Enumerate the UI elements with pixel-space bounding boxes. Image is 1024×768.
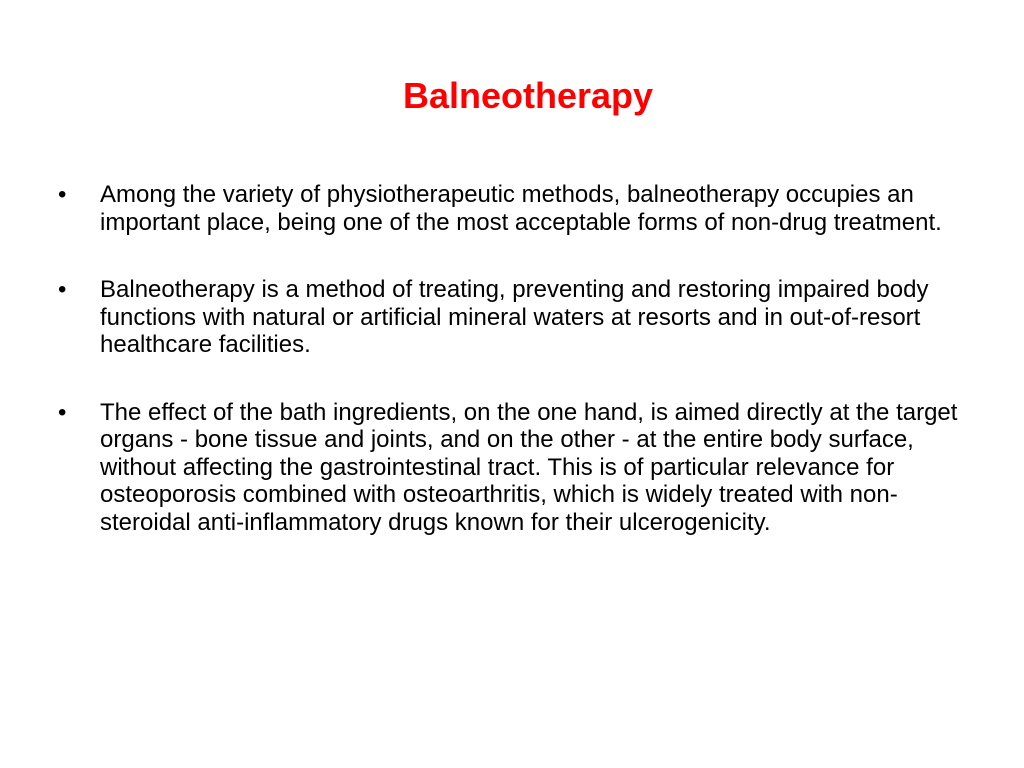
bullet-list bbox=[58, 181, 968, 536]
bullet-item-1 bbox=[58, 181, 968, 236]
slide-title: Balneotherapy bbox=[402, 75, 654, 116]
bullet-item-3 bbox=[58, 399, 968, 537]
bullet-text-1: Among the variety of physiotherapeutic methods, balneotherapy occupies an important place, being one of the most acceptable forms of non-drug treatment. bbox=[100, 181, 942, 236]
bullet-marker-icon: • bbox=[58, 276, 67, 303]
bullet-marker-icon: • bbox=[58, 181, 67, 208]
bullet-text-2: Balneotherapy is a method of treating, preventing and restoring impaired body functions with natural or artificial mineral waters at resorts and in out-of-resort healthcare facilities. bbox=[100, 276, 929, 358]
bullet-marker-icon: • bbox=[58, 398, 67, 426]
bullet-item-2 bbox=[58, 276, 968, 359]
bullet-text-3: The effect of the bath ingredients, on the one hand, is aimed directly at the target organs - bone tissue and joints, and on the other - at the entire body surface, without affecting the gastrointestinal tract. This is of particular relevance for osteoporosis combined with osteoarthritis, which is widely treated with non-steroidal anti-inflammatory drugs known for their ulcerogenicity. bbox=[100, 398, 958, 536]
